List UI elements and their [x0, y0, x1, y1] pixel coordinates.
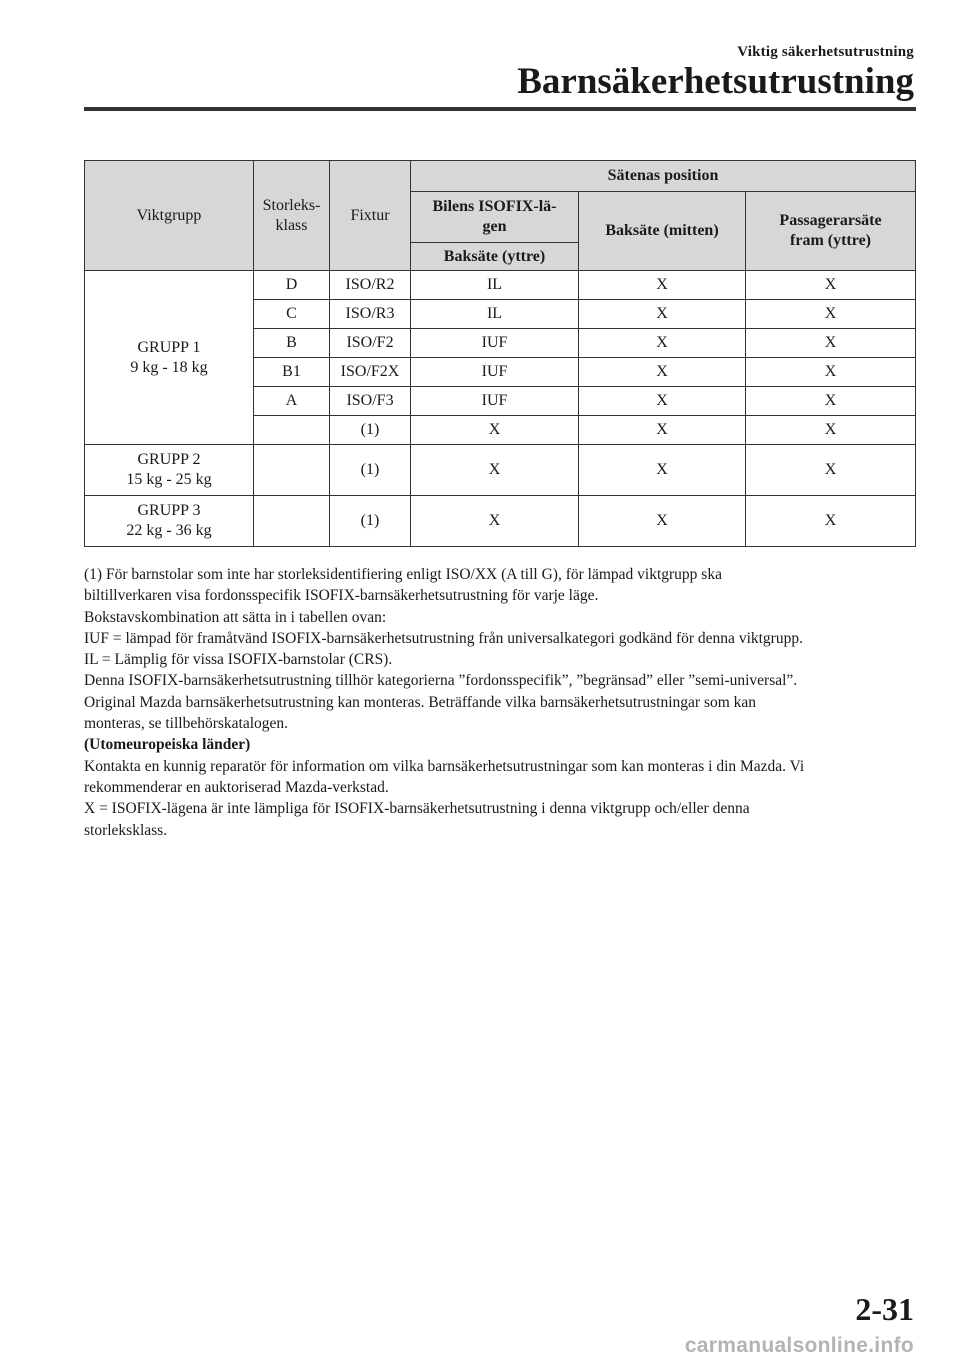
group-label-grupp1: GRUPP 1 9 kg - 18 kg — [85, 271, 254, 445]
page-title: Barnsäkerhetsutrustning — [517, 61, 914, 102]
table-row — [85, 445, 916, 496]
note-line: Original Mazda barnsäkerhetsutrustning kan monteras. Beträffande vilka barnsäkerhetsutrustningar som kan — [84, 693, 757, 711]
header-passagerarsate: Passagerarsäte fram (yttre) — [746, 192, 916, 271]
isofix-table — [84, 160, 916, 547]
cell-klass: C — [254, 300, 330, 329]
cell-yttre: IUF — [411, 387, 579, 416]
group-label-grupp2: GRUPP 2 15 kg - 25 kg — [85, 445, 254, 496]
note-line: rekommenderar en auktoriserad Mazda-verkstad. — [84, 778, 389, 796]
cell-fixtur: ISO/F3 — [330, 387, 411, 416]
group-label-grupp3: GRUPP 3 22 kg - 36 kg — [85, 496, 254, 547]
cell-fixtur: ISO/F2 — [330, 329, 411, 358]
section-label: Viktig säkerhetsutrustning — [737, 44, 914, 60]
note-line: IL = Lämplig för vissa ISOFIX-barnstolar (CRS). — [84, 651, 393, 669]
note-line: IUF = lämpad för framåtvänd ISOFIX-barnsäkerhetsutrustning från universalkategori godkänd för denna viktgrupp. — [84, 629, 803, 647]
cell-yttre: IUF — [411, 329, 579, 358]
cell-fixtur: ISO/R3 — [330, 300, 411, 329]
cell-yttre: X — [411, 496, 579, 547]
header-baksate-yttre: Baksäte (yttre) — [411, 243, 579, 271]
cell-fram: X — [746, 329, 916, 358]
cell-fram: X — [746, 300, 916, 329]
header-satenas-position: Sätenas position — [411, 161, 916, 192]
cell-fram: X — [746, 358, 916, 387]
watermark: carmanualsonline.info — [684, 1334, 914, 1357]
header-fixtur: Fixtur — [330, 161, 411, 271]
cell-yttre: IUF — [411, 358, 579, 387]
note-line: Kontakta en kunnig reparatör för information om vilka barnsäkerhetsutrustningar som kan monteras i din Mazda. Vi — [84, 757, 805, 775]
cell-klass: D — [254, 271, 330, 300]
cell-yttre: IL — [411, 300, 579, 329]
note-line: X = ISOFIX-lägena är inte lämpliga för ISOFIX-barnsäkerhetsutrustning i denna viktgrupp och/eller denna — [84, 800, 750, 818]
cell-klass — [254, 445, 330, 496]
cell-fram: X — [746, 271, 916, 300]
cell-klass — [254, 416, 330, 445]
cell-mitten: X — [579, 300, 746, 329]
page-number: 2-31 — [855, 1291, 914, 1327]
cell-fram: X — [746, 387, 916, 416]
cell-klass: B1 — [254, 358, 330, 387]
cell-klass: A — [254, 387, 330, 416]
cell-mitten: X — [579, 416, 746, 445]
cell-fram: X — [746, 416, 916, 445]
cell-fixtur: (1) — [330, 445, 411, 496]
header-bilens-isofix: Bilens ISOFIX-lä- gen — [411, 192, 579, 243]
header-viktgrupp: Viktgrupp — [85, 161, 254, 271]
header-baksate-mitten: Baksäte (mitten) — [579, 192, 746, 271]
note-line: Bokstavskombination att sätta in i tabellen ovan: — [84, 608, 387, 626]
cell-klass: B — [254, 329, 330, 358]
note-line: Denna ISOFIX-barnsäkerhetsutrustning tillhör kategorierna ”fordonsspecifik”, ”begränsad” eller ”semi-universal”. — [84, 672, 798, 690]
note-line: biltillverkaren visa fordonsspecifik ISOFIX-barnsäkerhetsutrustning för varje läge. — [84, 587, 599, 605]
cell-fixtur: ISO/F2X — [330, 358, 411, 387]
cell-mitten: X — [579, 329, 746, 358]
cell-fixtur: (1) — [330, 416, 411, 445]
cell-mitten: X — [579, 496, 746, 547]
cell-mitten: X — [579, 271, 746, 300]
footnotes — [84, 564, 919, 841]
cell-mitten: X — [579, 445, 746, 496]
cell-yttre: IL — [411, 271, 579, 300]
header-storleksklass: Storleks- klass — [254, 161, 330, 271]
cell-yttre: X — [411, 416, 579, 445]
note-line: monteras, se tillbehörskatalogen. — [84, 715, 289, 733]
table-row — [85, 271, 916, 300]
cell-klass — [254, 496, 330, 547]
cell-yttre: X — [411, 445, 579, 496]
cell-fram: X — [746, 496, 916, 547]
cell-fixtur: (1) — [330, 496, 411, 547]
cell-mitten: X — [579, 358, 746, 387]
note-line: storleksklass. — [84, 821, 168, 839]
cell-mitten: X — [579, 387, 746, 416]
table-row — [85, 496, 916, 547]
cell-fixtur: ISO/R2 — [330, 271, 411, 300]
note-line: (1) För barnstolar som inte har storleksidentifiering enligt ISO/XX (A till G), för lämpad viktgrupp ska — [84, 566, 722, 583]
cell-fram: X — [746, 445, 916, 496]
note-heading: (Utomeuropeiska länder) — [84, 736, 251, 754]
title-divider — [84, 107, 916, 111]
